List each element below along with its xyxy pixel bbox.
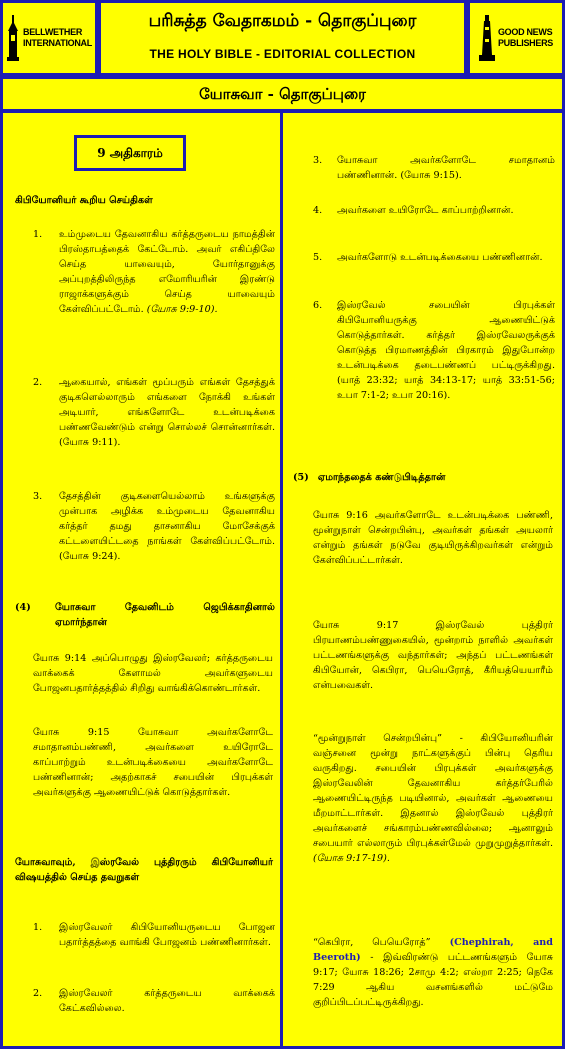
scripture-ref: (யோசு 9:15).	[400, 170, 462, 181]
list-item	[293, 298, 555, 403]
logo-right-line2: PUBLISHERS	[497, 38, 553, 48]
list-item	[15, 920, 275, 950]
list-text: உம்முடைய தேவனாகிய கர்த்தருடைய நாமத்தின் பிரஸ்தாபத்தைக் கேட்டோம். அவர் எகிப்திலே செய்த யாவையும், யோர்தானுக்கு அப்புறத்திலிருந்த எமோரியரின் இரண்டு ராஜாக்களுக்கும் செய்த யாவையும் கேள்விப்பட்டோம். (யோசு 9:9-10).	[59, 229, 275, 315]
section-number: (4)	[15, 602, 31, 613]
list-number: 2.	[33, 988, 43, 999]
logo-left-line2: INTERNATIONAL	[23, 38, 92, 48]
bell-tower-icon	[6, 15, 20, 61]
list-number: 4.	[313, 205, 323, 216]
list-number: 1.	[33, 922, 43, 933]
list-item	[15, 489, 275, 564]
scripture-ref: (யாத் 23:32; யாத் 34:13-17; யாத் 33:51-56; உபா 7:1-2; உபா 20:16).	[337, 375, 555, 401]
list-text: இஸ்ரவேலர் கிபியோனியருடைய போஜன பதார்த்தத்தை வாங்கி போஜனம் பண்ணினார்கள்.	[59, 922, 275, 948]
verse-paragraph: யோசு 9:16 அவர்களோடே உடன்படிக்கை பண்ணி, மூன்றுநாள் சென்றபின்பு, அவர்கள் தங்கள் அயலார் என்றும் தங்கள் நடுவே குடியிருக்கிறவர்கள் என்றும் கேள்விப்பட்டார்கள்.	[313, 510, 553, 566]
logo-right-line1: GOOD NEWS	[497, 27, 553, 37]
logo-left-line1: BELLWETHER	[23, 27, 83, 37]
section-heading-5	[293, 465, 555, 485]
section-heading: யோசுவா தேவனிடம் ஜெபிக்காதினால் ஏமார்ந்தான்	[55, 602, 275, 628]
list-text: யோசுவா அவர்களோடே சமாதானம் பண்ணினான். (யோசு 9:15).	[337, 155, 555, 181]
list-text: இஸ்ரவேலர் கர்த்தருடைய வாக்கைக் கேட்கவில்லை.	[59, 988, 275, 1014]
verse-paragraph: யோசு 9:14 அப்பொழுது இஸ்ரவேலர்; கர்த்தருடைய வாக்கைக் கேளாமல் அவர்களுடைய போஜனபதார்த்தத்தில் சிறிது வாங்கிக்கொண்டார்கள்.	[33, 653, 273, 694]
chapter-badge: 9 அதிகாரம்	[74, 135, 186, 171]
list-text: அவர்களை உயிரோடே காப்பாற்றினான்.	[337, 205, 514, 216]
list-item	[15, 375, 275, 450]
left-column	[0, 110, 283, 1049]
section-heading: ஏமாந்ததைக் கண்டுபிடித்தான்	[317, 472, 446, 483]
good-news-logo	[467, 0, 565, 76]
list-item	[293, 153, 555, 183]
list-item	[15, 986, 275, 1016]
section-heading: கிபியோனியர் கூறிய செய்திகள்	[15, 195, 153, 206]
list-text: இஸ்ரவேல் சபையின் பிரபுக்கள் கிபியோனியருக்கு ஆணையிட்டுக் கொடுத்தார்கள். கர்த்தர் இஸ்ரவேலருக்குக் கொடுத்த பிரமாணத்தின் பிரகாரம் இதுபோன்ற உடன்படிக்கை தடைபண்ணப் பட்டிருக்கிறது. (யாத் 23:32; யாத் 34:13-17; யாத் 33:51-56; உபா 7:1-2; உபா 20:16).	[337, 300, 555, 401]
chapter-title: யோசுவா - தொகுப்புரை	[199, 85, 366, 103]
list-text: தேசத்தின் குடிகளையெல்லாம் உங்களுக்கு முன்பாக அழிக்க உம்முடைய தேவனாகிய கர்த்தர் தமது தாசனாகிய மோசேக்குக் கட்டளையிட்டதை நாங்கள் கேள்விப்பட்டோம். (யோசு 9:24).	[59, 491, 275, 562]
list-text: ஆகையால், எங்கள் மூப்பரும் எங்கள் தேசத்துக் குடிகளெல்லாரும் எங்களை நோக்கி உங்கள் அடியார், எங்களோடே உடன்படிக்கை பண்ணவேண்டும் என்று சொல்லச் சொன்னார்கள். (யோசு 9:11).	[59, 377, 275, 448]
list-item	[293, 250, 555, 265]
bellwether-logo	[0, 0, 98, 76]
scripture-ref: (யோசு 9:11).	[59, 437, 121, 448]
verse-paragraph: யோசு 9:15 யோசுவா அவர்களோடே சமாதானம்பண்ணி, அவர்களை உயிரோடே காப்பாற்றும் உடன்படிக்கையை அவர்களோடே பண்ணினான்; அதற்காகச் சபையின் பிரபுக்கள் அவர்களுக்கு ஆணையிட்டுக் கொடுத்தார்கள்.	[33, 727, 273, 798]
english-name: (Chephirah, and Beeroth)	[313, 937, 553, 963]
commentary-paragraph: “கெபிரா, பெயெரோத்” (Chephirah, and Beeroth) - இவ்விரண்டு பட்டணங்களும் யோசு 9:17; யோசு 18:26; 2சாமு 4:2; எஸ்றா 2:25; நெகே 7:29 ஆகிய வசனங்களில் மட்டுமே குறிப்பிடப்பட்டிருக்கிறது.	[313, 937, 553, 1008]
section-heading: யோசுவாவும், இஸ்ரவேல் புத்திரரும் கிபியோனியர் விஷயத்தில் செய்த தவறுகள்	[15, 857, 273, 883]
section-heading-4	[15, 600, 275, 630]
list-number: 5.	[313, 252, 323, 263]
scripture-ref: (யோசு 9:17-19).	[313, 853, 390, 864]
right-column	[280, 110, 565, 1049]
scripture-ref: (யோசு 9:9-10).	[146, 304, 218, 315]
list-item	[293, 203, 555, 218]
title-english: THE HOLY BIBLE - EDITORIAL COLLECTION	[149, 47, 416, 61]
list-number: 6.	[313, 300, 323, 311]
verse-paragraph: யோசு 9:17 இஸ்ரவேல் புத்திரர் பிரயாணம்பண்ணுகையில், மூன்றாம் நாளில் அவர்கள் பட்டணங்களுக்கு வந்தார்கள்; அந்தப் பட்டணங்கள் கிபியோன், கெபிரா, பெயெரோத், கீரியத்யெயாரீம் என்பவைகள்.	[313, 620, 553, 691]
lighthouse-icon	[479, 15, 495, 61]
title-tamil: பரிசுத்த வேதாகமம் - தொகுப்புரை	[148, 11, 417, 31]
section-number: (5)	[293, 472, 309, 483]
commentary-paragraph: “மூன்றுநாள் சென்றபின்பு” - கிபியோனியரின் வஞ்சனை மூன்று நாட்களுக்குப் பின்பு தெரிய வருகிறது. சபையின் பிரபுக்கள் அவர்களுக்கு இஸ்ரவேலின் தேவனாகிய கர்த்தர்பேரில் ஆணையிட்டிருந்த படியினால், அவர்கள் ஆணையை மீறமாட்டார்கள். இதனால் இஸ்ரவேல் புத்திரர் அவர்களைச் சங்காரம்பண்ணவில்லை; ஆனாலும் சபையார் எல்லாரும் பிரபுக்கள்மேல் முறுமுறுத்தார்கள். (யோசு 9:17-19).	[313, 733, 553, 864]
list-number: 3.	[313, 155, 323, 166]
title-box	[98, 0, 467, 76]
scripture-ref: (யோசு 9:24).	[59, 551, 121, 562]
list-text: அவர்களோடு உடன்படிக்கையை பண்ணினான்.	[337, 252, 543, 263]
chapter-bar	[0, 76, 565, 112]
list-number: 3.	[33, 491, 43, 502]
list-number: 1.	[33, 229, 43, 240]
list-item	[15, 227, 275, 317]
list-number: 2.	[33, 377, 43, 388]
